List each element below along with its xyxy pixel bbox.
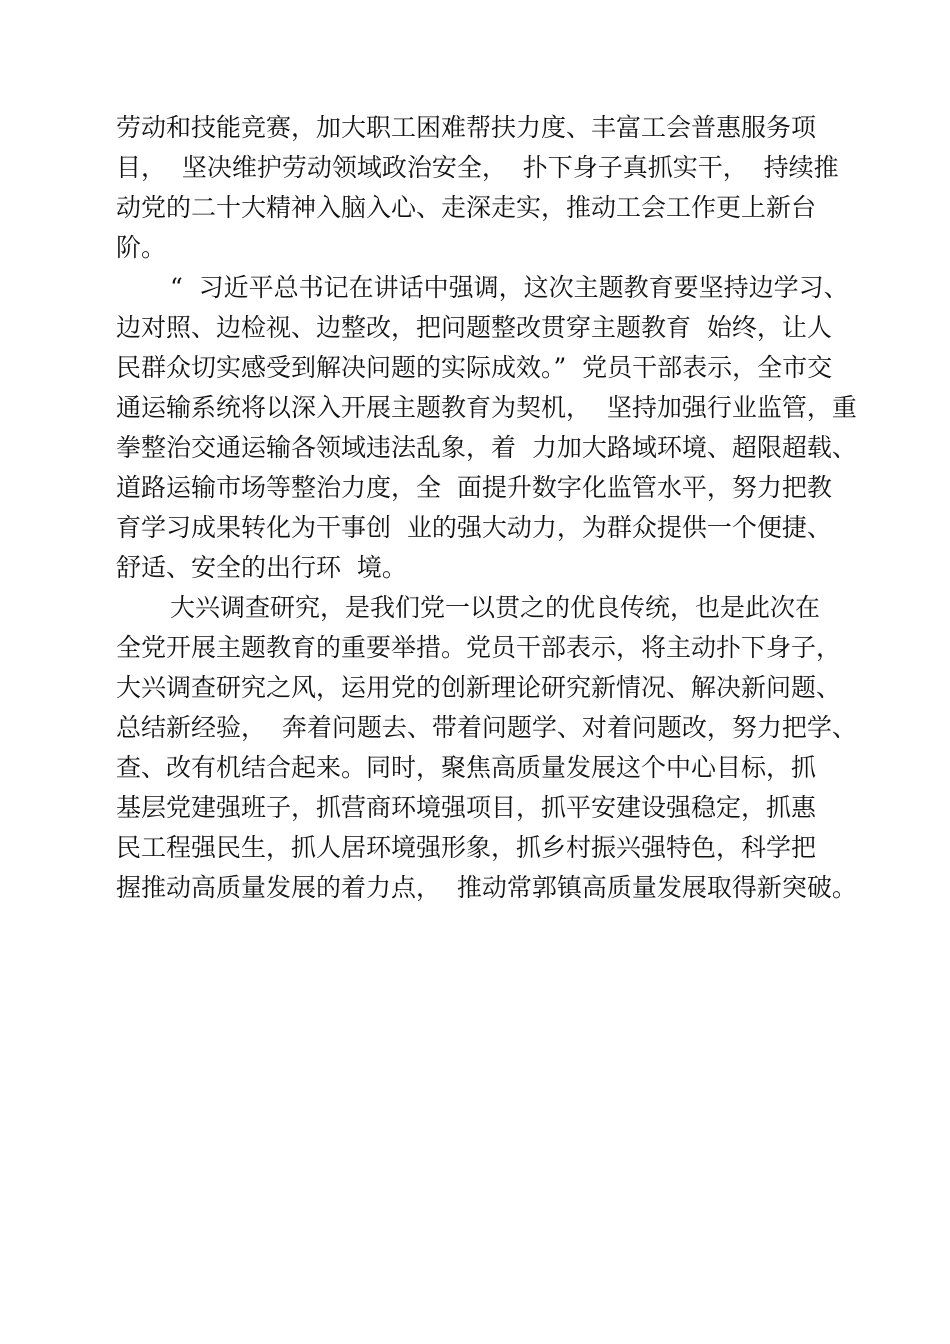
paragraph-line: 道路运输市场等整治力度，全 面提升数字化监管水平，努力把教 (116, 473, 832, 502)
paragraph-line: 全党开展主题教育的重要举措。党员干部表示，将主动扑下身子， (116, 633, 842, 662)
paragraph-line: 握推动高质量发展的着力点， 推动常郭镇高质量发展取得新突破。 (116, 873, 857, 902)
document-body (116, 108, 876, 908)
paragraph-line: “ 习近平总书记在讲话中强调，这次主题教育要坚持边学习、 (170, 273, 849, 302)
paragraph-line: 劳动和技能竞赛，加大职工困难帮扶力度、丰富工会普惠服务项 (116, 113, 817, 142)
paragraph-line: 通运输系统将以深入开展主题教育为契机， 坚持加强行业监管，重 (116, 393, 857, 422)
paragraph-2 (116, 268, 876, 588)
paragraph-1 (116, 108, 876, 268)
paragraph-line: 查、改有机结合起来。同时，聚焦高质量发展这个中心目标，抓 (116, 753, 817, 782)
paragraph-line: 目， 坚决维护劳动领域政治安全， 扑下身子真抓实干， 持续推 (116, 153, 839, 182)
paragraph-line: 育学习成果转化为干事创 业的强大动力，为群众提供一个便捷、 (116, 513, 832, 542)
paragraph-line: 拳整治交通运输各领域违法乱象，着 力加大路域环境、超限超载、 (116, 433, 857, 462)
paragraph-line: 总结新经验， 奔着问题去、带着问题学、对着问题改，努力把学、 (116, 713, 857, 742)
paragraph-line: 基层党建强班子，抓营商环境强项目，抓平安建设强稳定，抓惠 (116, 793, 817, 822)
paragraph-line: 边对照、边检视、边整改，把问题整改贯穿主题教育 始终，让人 (116, 313, 832, 342)
paragraph-3 (116, 588, 876, 908)
paragraph-line: 民工程强民生，抓人居环境强形象，抓乡村振兴强特色，科学把 (116, 833, 817, 862)
paragraph-line: 大兴调查研究，是我们党一以贯之的优良传统，也是此次在 (170, 593, 821, 622)
paragraph-line: 民群众切实感受到解决问题的实际成效。” 党员干部表示，全市交 (116, 353, 833, 382)
paragraph-line: 舒适、安全的出行环 境。 (116, 553, 407, 582)
paragraph-line: 大兴调查研究之风，运用党的创新理论研究新情况、解决新问题、 (116, 673, 842, 702)
paragraph-line: 动党的二十大精神入脑入心、走深走实，推动工会工作更上新台 (116, 193, 817, 222)
paragraph-line: 阶。 (116, 233, 167, 262)
